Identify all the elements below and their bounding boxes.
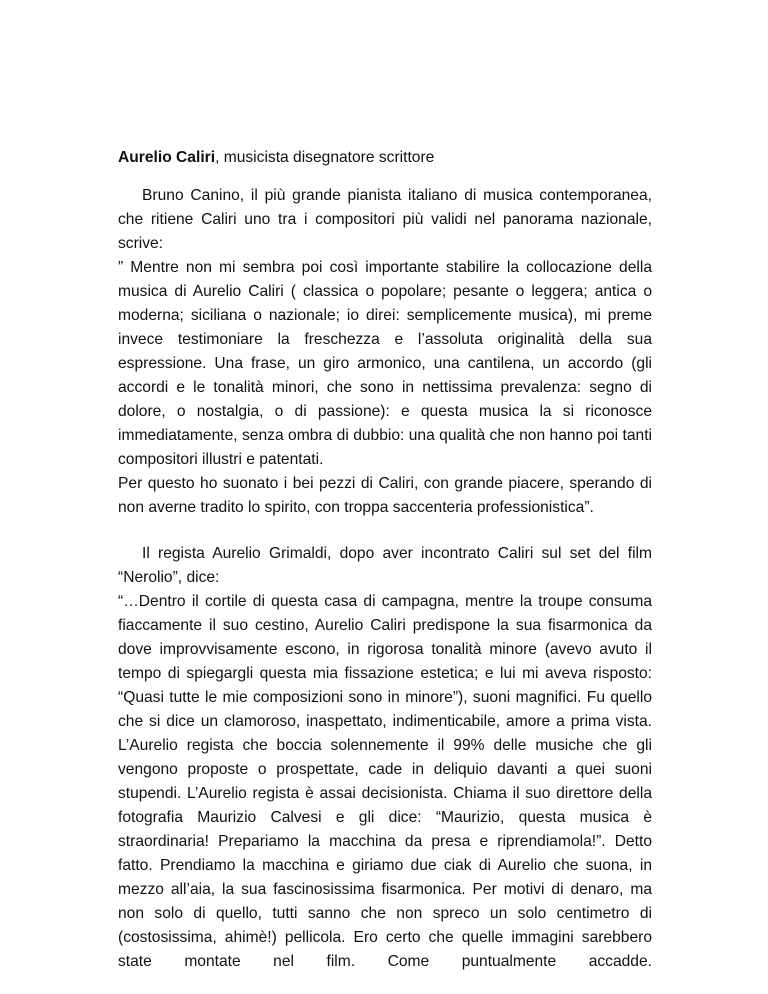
document-page	[118, 146, 652, 974]
paragraph-grimaldi-quote: “…Dentro il cortile di questa casa di campagna, mentre la troupe consuma fiaccamente il suo cestino, Aurelio Caliri predispone la sua fisarmonica da dove improvvisamente escono, in rigorosa tonalità minore (avevo avuto il tempo di spiegargli questa mia fissazione estetica; e lui mi aveva risposto: “Quasi tutte le mie composizioni sono in minore”), suoni magnifici. Fu quello che si dice un clamoroso, inaspettato, indimenticabile, amore a prima vista. L’Aurelio regista che boccia solennemente il 99% delle musiche che gli vengono proposte o prospettate, cade in deliquio davanti a quei suoni stupendi. L’Aurelio regista è assai decisionista. Chiama il suo direttore della fotografia Maurizio Calvesi e gli dice: “Maurizio, questa musica è straordinaria! Prepariamo la macchina da presa e riprendiamola!”. Detto fatto. Prendiamo la macchina e giriamo due ciak di Aurelio che suona, in mezzo all’aia, la sua fascinosissima fisarmonica. Per motivi di denaro, ma non solo di quello, tutti sanno che non spreco un solo centimetro di (costosissima, ahimè!) pellicola. Ero certo che quelle immagini sarebbero state montate nel film. Come puntualmente accadde.	[118, 593, 652, 970]
heading-name: Aurelio Caliri	[118, 149, 216, 166]
paragraph-canino-quote: ” Mentre non mi sembra poi così importante stabilire la collocazione della musica di Aurelio Caliri ( classica o popolare; pesante o leggera; antica o moderna; siciliana o nazionale; io direi: semplicemente musica), mi preme invece testimoniare la freschezza e l’assoluta originalità della sua espressione. Una frase, un giro armonico, una cantilena, un accordo (gli accordi e le tonalità minori, che sono in nettissima prevalenza: segno di dolore, o nostalgia, o di passione): e questa musica la si riconosce immediatamente, senza ombra di dubbio: una qualità che non hanno poi tanti compositori illustri e patentati.	[118, 259, 652, 468]
heading-subtitle: , musicista disegnatore scrittore	[215, 149, 435, 166]
paragraph-canino-conclusion: Per questo ho suonato i bei pezzi di Caliri, con grande piacere, sperando di non averne tradito lo spirito, con troppa saccenteria professionistica”.	[118, 475, 652, 516]
document-heading	[118, 146, 652, 170]
paragraph-grimaldi-intro: Il regista Aurelio Grimaldi, dopo aver incontrato Caliri sul set del film “Nerolio”, dice:	[118, 545, 652, 586]
paragraph-canino-intro: Bruno Canino, il più grande pianista italiano di musica contemporanea, che ritiene Caliri uno tra i compositori più validi nel panorama nazionale, scrive:	[118, 187, 652, 252]
